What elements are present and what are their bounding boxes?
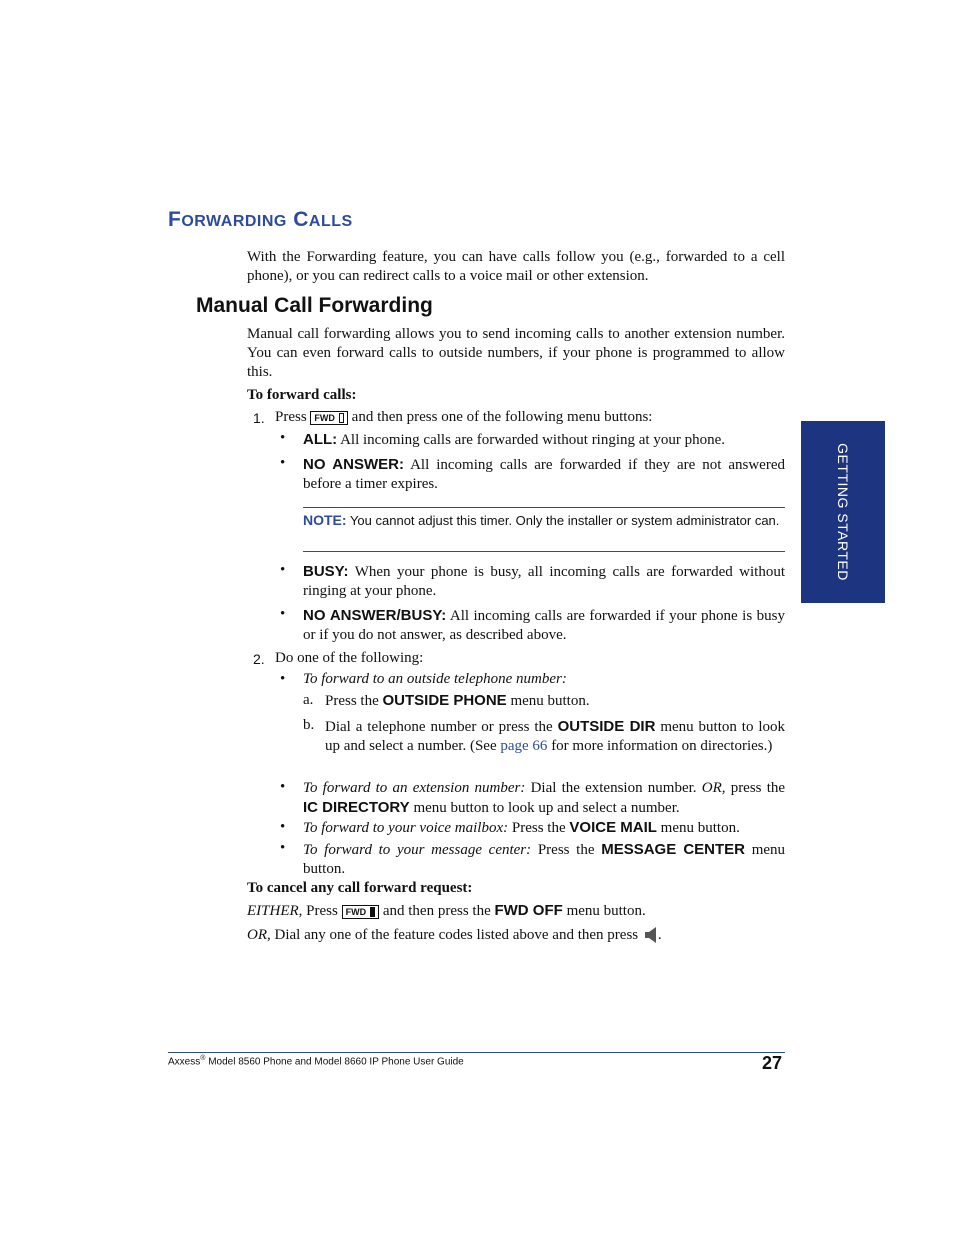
extension-or: OR, — [701, 780, 726, 796]
title-cap-1: F — [168, 208, 182, 231]
footer-text — [168, 1055, 464, 1067]
extension-pre: press the — [730, 780, 786, 796]
key-indicator-icon — [370, 907, 375, 917]
manual-paragraph: Manual call forwarding allows you to send incoming calls to another extension number. You can even forward calls to outside numbers, if your phone is programmed to allow this. — [247, 326, 785, 380]
outside-b-post: for more information on directories.) — [551, 738, 773, 754]
footer-brand: Axxess — [168, 1056, 201, 1068]
ic-directory-key: IC DIRECTORY — [303, 799, 410, 816]
subsection-title: Manual Call Forwarding — [196, 294, 433, 317]
bullet-icon: • — [280, 840, 286, 856]
outside-step-a-letter: a. — [303, 692, 314, 708]
page-66-link[interactable]: page 66 — [500, 738, 548, 754]
cancel-mid: and then press the — [382, 903, 491, 919]
outside-step-a — [325, 692, 590, 710]
title-rest-1: ORWARDING — [181, 213, 287, 230]
cancel-post: menu button. — [566, 903, 646, 919]
msgcenter-pre: Press the — [537, 842, 595, 858]
outside-a-post: menu button. — [510, 693, 590, 709]
list-item-msgcenter — [303, 840, 785, 879]
extension-post: menu button to look up and select a number. — [413, 800, 680, 816]
cancel-line-1 — [247, 902, 646, 920]
note-bottom-rule — [303, 551, 785, 552]
msgcenter-intro: To forward to your message center: — [303, 842, 532, 858]
outside-intro: To forward to an outside telephone number: — [303, 671, 567, 687]
title-rest-2: ALLS — [308, 213, 353, 230]
page-number: 27 — [762, 1053, 783, 1073]
cancel-end: . — [657, 927, 662, 943]
mailbox-post: menu button. — [660, 820, 740, 836]
cancel-line-2 — [247, 926, 662, 944]
extension-mid: Dial the extension number. — [530, 780, 697, 796]
cancel-pre: , Press — [298, 903, 338, 919]
fwd-key-label: FWD — [345, 906, 367, 917]
busy-label: BUSY: — [303, 563, 349, 580]
note-text: You cannot adjust this timer. Only the installer or system administrator can. — [349, 513, 780, 528]
footer-reg: ® — [200, 1055, 206, 1062]
bullet-icon: • — [280, 779, 286, 795]
outside-step-b-letter: b. — [303, 717, 315, 733]
list-item-busy — [303, 562, 785, 601]
bullet-icon: • — [280, 671, 286, 687]
no-answer-label: NO ANSWER: — [303, 456, 404, 473]
side-tab-label: GETTING STARTED — [835, 443, 851, 581]
extension-intro: To forward to an extension number: — [303, 780, 526, 796]
section-title — [168, 208, 353, 232]
intro-paragraph: With the Forwarding feature, you can have calls follow you (e.g., forwarded to a cell phone), or you can redirect calls to a voice mail or other extension. — [247, 249, 785, 284]
list-item-no-answer — [303, 455, 785, 494]
bullet-icon: • — [280, 455, 286, 471]
step-1-pre: Press — [275, 409, 307, 425]
footer-title: Model 8560 Phone and Model 8660 IP Phone User Guide — [208, 1056, 464, 1068]
no-answer-busy-text: All incoming calls are forwarded if your phone is busy or if you do not answer, as described above. — [303, 608, 785, 643]
fwd-key-icon — [310, 411, 348, 425]
outside-a-pre: Press the — [325, 693, 379, 709]
outside-b-mid: menu button to look up and select a number. (See — [325, 719, 786, 754]
note-top-rule — [303, 507, 785, 508]
outside-dir-key: OUTSIDE DIR — [557, 718, 656, 735]
mailbox-intro: To forward to your voice mailbox: — [303, 820, 509, 836]
bullet-icon: • — [280, 606, 286, 622]
fwd-key-icon — [342, 905, 380, 919]
fwd-key-label: FWD — [314, 412, 335, 423]
step-1-post: and then press one of the following menu buttons: — [351, 409, 653, 425]
cancel-or: OR, — [247, 927, 271, 943]
outside-phone-key: OUTSIDE PHONE — [382, 692, 507, 709]
voice-mail-key: VOICE MAIL — [569, 819, 657, 836]
bullet-icon: • — [280, 430, 286, 446]
outside-step-b — [325, 717, 785, 756]
list-item-no-answer-busy — [303, 606, 785, 645]
note-label: NOTE: — [303, 512, 347, 528]
outside-b-pre: Dial a telephone number or press the — [325, 719, 553, 735]
to-forward-label: To forward calls: — [247, 387, 357, 403]
busy-text: When your phone is busy, all incoming calls are forwarded without ringing at your phone. — [303, 564, 785, 599]
cancel-text: Dial any one of the feature codes listed above and then press — [274, 927, 639, 943]
cancel-label: To cancel any call forward request: — [247, 880, 473, 896]
footer-rule — [168, 1052, 785, 1053]
list-item-extension — [303, 779, 785, 818]
speaker-icon — [644, 926, 658, 944]
msgcenter-post: menu button. — [303, 842, 786, 877]
title-cap-2: C — [293, 208, 309, 231]
step-1-text — [275, 409, 652, 426]
step-1-number: 1. — [253, 410, 265, 426]
step-2-number: 2. — [253, 651, 265, 667]
no-answer-text: All incoming calls are forwarded if they are not answered before a timer expires. — [303, 457, 785, 492]
mailbox-pre: Press the — [511, 820, 566, 836]
cancel-either: EITHER — [247, 903, 299, 919]
list-item-mailbox — [303, 819, 740, 837]
bullet-icon: • — [280, 562, 286, 578]
message-center-key: MESSAGE CENTER — [601, 841, 745, 858]
bullet-icon: • — [280, 819, 286, 835]
no-answer-busy-label: NO ANSWER/BUSY: — [303, 607, 447, 624]
all-label: ALL: — [303, 431, 338, 448]
fwd-off-key: FWD OFF — [494, 902, 563, 919]
list-item-all — [303, 430, 785, 450]
all-text: All incoming calls are forwarded without ringing at your phone. — [340, 432, 725, 448]
key-indicator-icon — [339, 413, 344, 423]
step-2-text: Do one of the following: — [275, 650, 424, 666]
note-box — [303, 511, 785, 530]
